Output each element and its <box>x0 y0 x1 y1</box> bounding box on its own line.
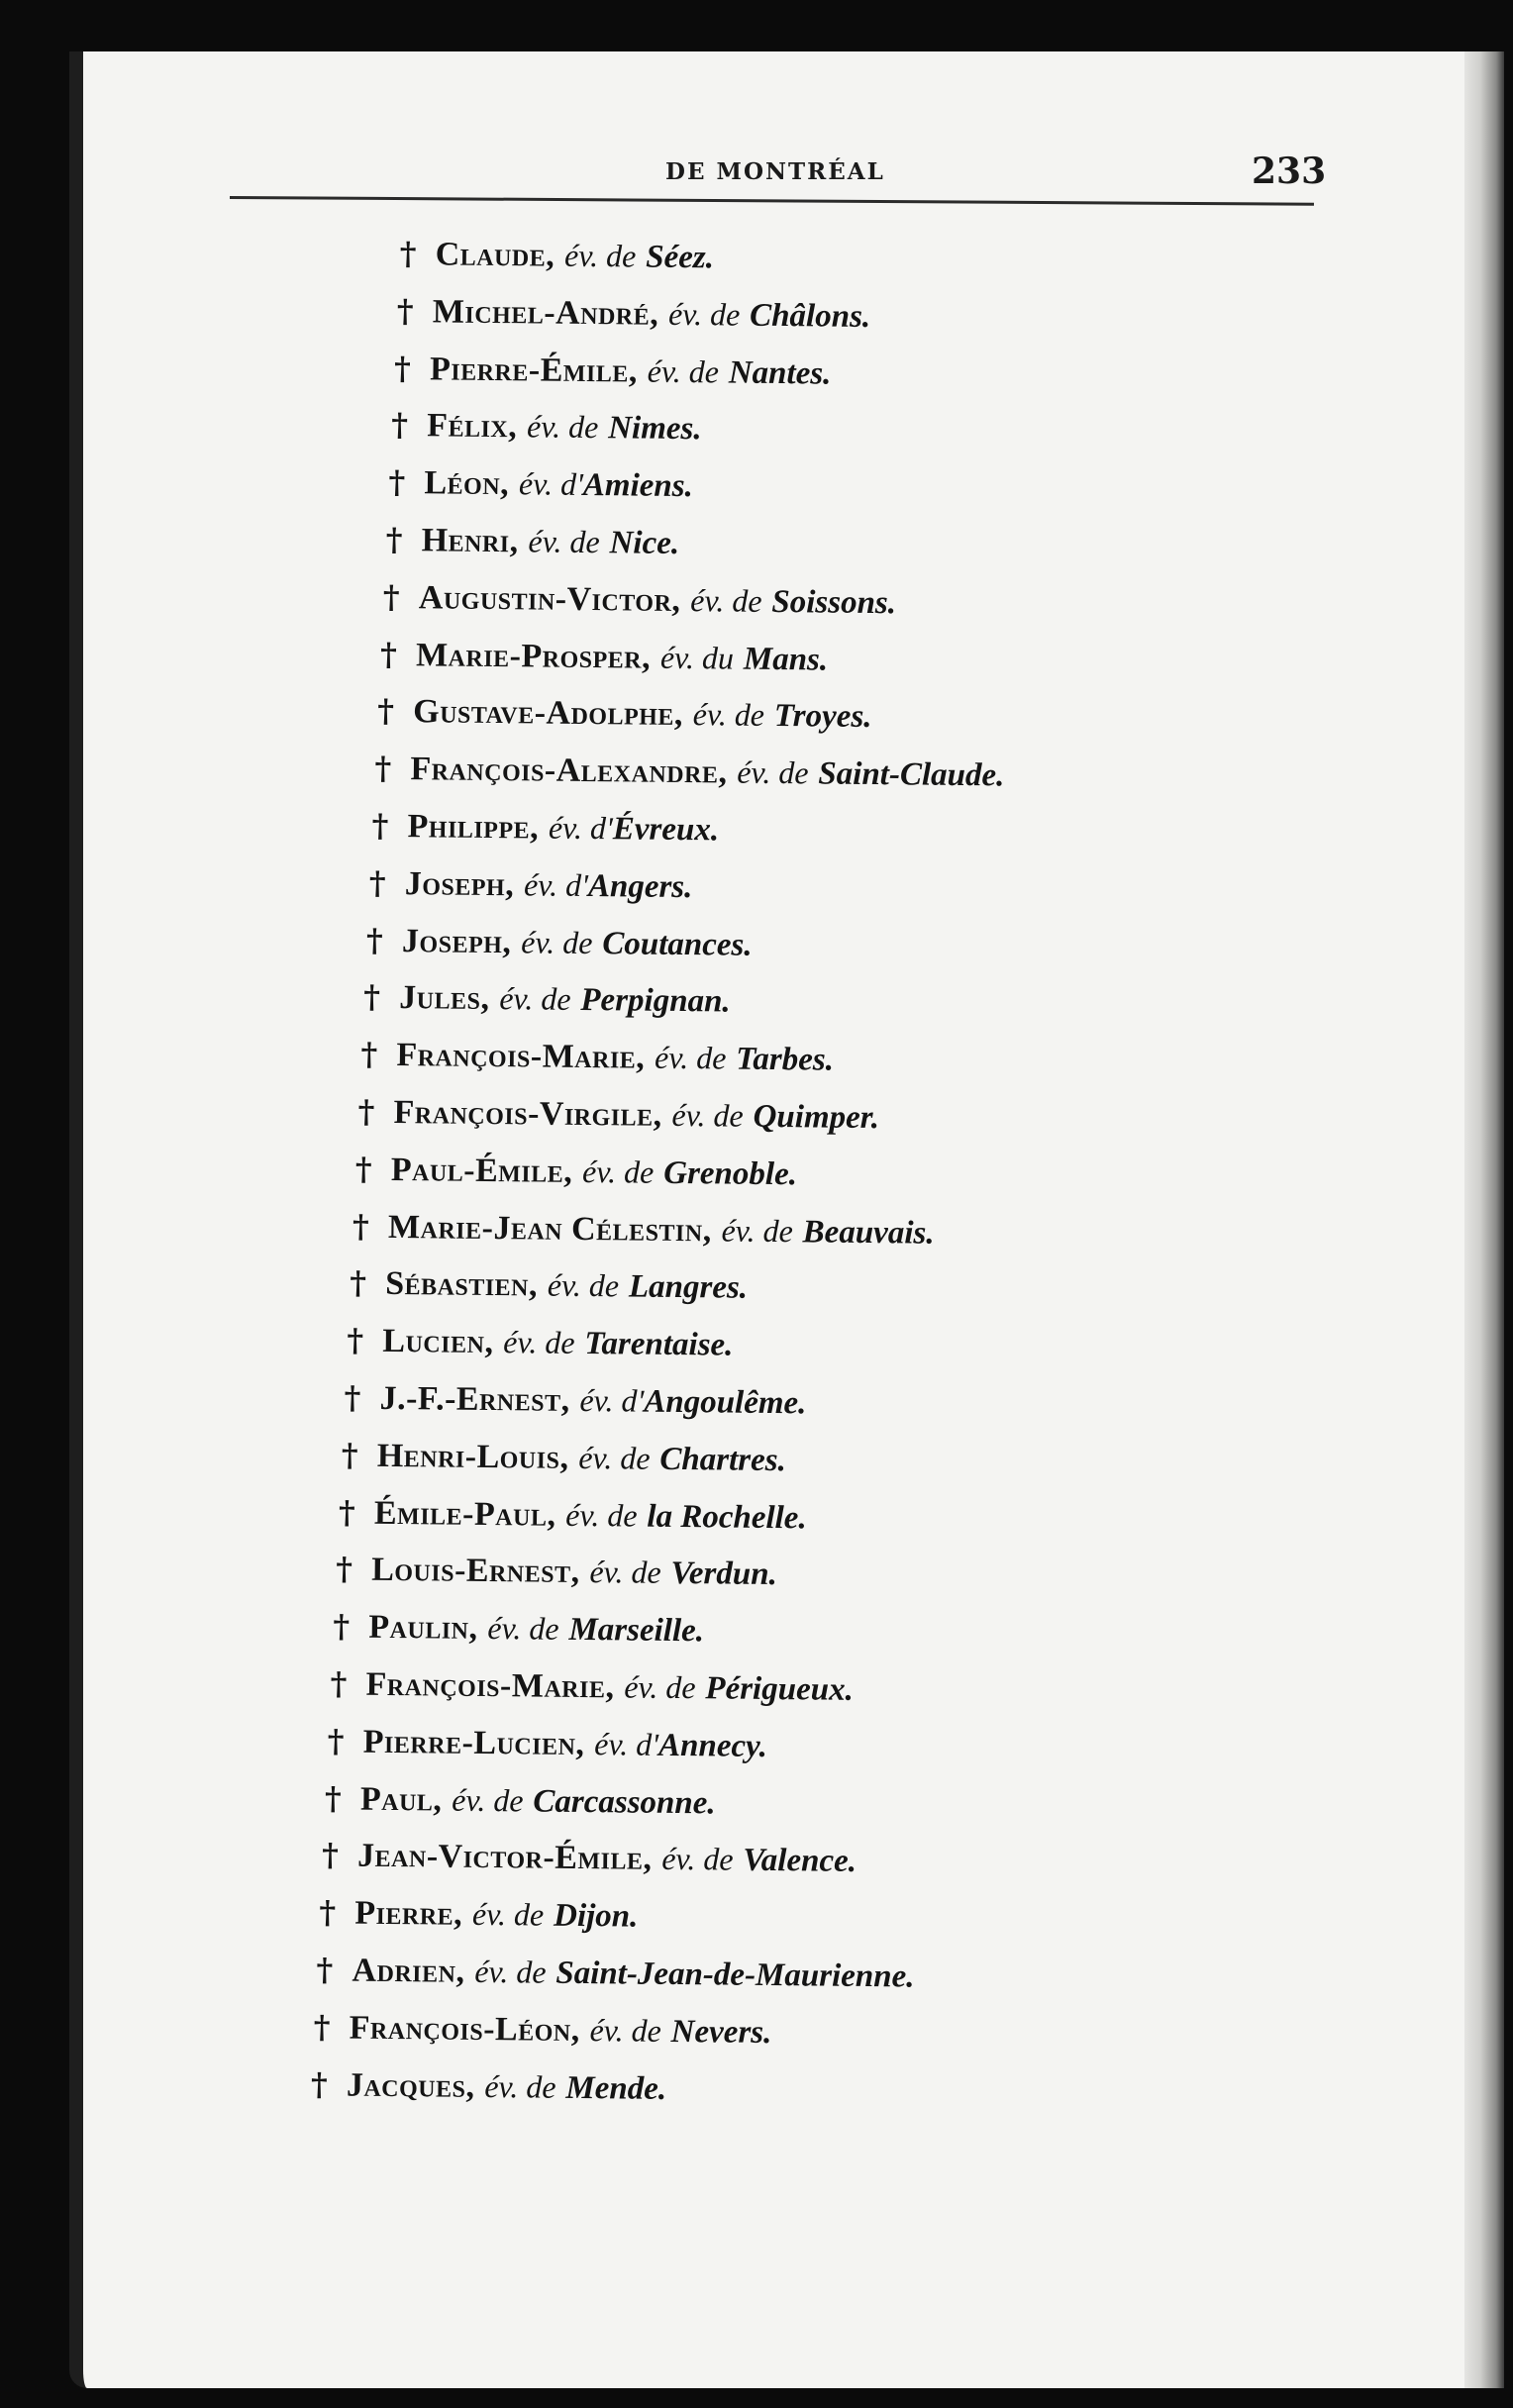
bishop-name: Paul, <box>359 1780 443 1819</box>
dagger-mark: † <box>350 1263 367 1303</box>
diocese-name: Grenoble. <box>663 1154 798 1193</box>
book-page <box>69 51 1504 2388</box>
header-rule <box>230 196 1314 206</box>
list-item <box>374 741 1005 804</box>
bishop-name: Henri, <box>421 522 519 560</box>
bishop-title: év. de <box>526 408 599 446</box>
list-item <box>385 512 1016 575</box>
bishop-title: év. de <box>589 2011 661 2049</box>
list-item <box>355 1141 986 1204</box>
diocese-name: Perpignan. <box>580 982 731 1020</box>
dagger-mark: † <box>393 349 412 387</box>
list-item <box>366 912 997 975</box>
list-item <box>311 2057 942 2120</box>
list-item <box>383 569 1014 633</box>
list-item <box>377 683 1008 747</box>
bishop-name: François-Virgile, <box>393 1093 662 1134</box>
diocese-name: Angers. <box>587 867 693 905</box>
bishop-name: Sébastien, <box>385 1265 539 1304</box>
bishop-title: év. de <box>474 1953 547 1990</box>
list-item <box>336 1542 966 1605</box>
diocese-name: Beauvais. <box>802 1213 935 1252</box>
diocese-name: Nimes. <box>608 410 702 448</box>
dagger-mark: † <box>335 1550 353 1588</box>
bishop-title: év. de <box>578 1439 651 1476</box>
running-head: DE MONTRÉAL <box>665 158 885 185</box>
diocese-name: Nevers. <box>670 2013 772 2051</box>
list-item <box>394 341 1025 404</box>
diocese-name: Tarbes. <box>736 1041 835 1078</box>
bishop-title: év. de <box>528 523 600 560</box>
list-item <box>316 1942 947 2005</box>
list-item <box>344 1369 974 1433</box>
bishop-name: Joseph, <box>401 922 512 960</box>
diocese-name: Valence. <box>743 1843 857 1880</box>
list-item <box>322 1828 953 1891</box>
diocese-name: Annecy. <box>657 1727 768 1764</box>
bishop-title: év. de <box>565 1496 638 1534</box>
dagger-mark: † <box>399 234 417 273</box>
dagger-mark: † <box>338 1492 355 1532</box>
bishop-title: év. de <box>503 1324 575 1361</box>
dagger-mark: † <box>310 2064 328 2103</box>
diocese-name: Amiens. <box>582 467 694 505</box>
bishop-name: Louis-Ernest, <box>370 1552 580 1591</box>
dagger-mark: † <box>316 1951 334 1989</box>
list-item <box>399 226 1030 289</box>
diocese-name: Évreux. <box>612 811 720 849</box>
diocese-name: Saint-Claude. <box>818 755 1005 794</box>
bishop-title: év. de <box>563 237 637 274</box>
list-item <box>371 798 1002 861</box>
diocese-name: Mende. <box>565 2069 667 2107</box>
dagger-mark: † <box>333 1607 351 1646</box>
list-item <box>347 1313 977 1376</box>
dagger-mark: † <box>360 1035 378 1073</box>
dagger-mark: † <box>321 1836 340 1874</box>
bishop-name: Léon, <box>424 464 510 503</box>
list-item <box>353 1198 983 1261</box>
list-item <box>313 1999 944 2062</box>
bishop-title: év. de <box>692 696 765 734</box>
bishop-name: Félix, <box>427 407 518 446</box>
bishop-name: François-Léon, <box>349 2009 580 2049</box>
dagger-mark: † <box>363 978 381 1017</box>
list-item <box>325 1770 956 1834</box>
diocese-name: la Rochelle. <box>647 1498 807 1536</box>
list-item <box>350 1255 980 1319</box>
bishop-name: Augustin-Victor, <box>418 579 681 619</box>
bishop-title: év. d' <box>523 866 589 903</box>
dagger-mark: † <box>357 1092 375 1131</box>
bishop-name: Claude, <box>435 236 555 274</box>
list-item <box>363 969 994 1033</box>
bishop-title: év. de <box>589 1554 661 1591</box>
bishop-name: Michel-André, <box>432 293 659 333</box>
bishop-title: év. de <box>521 923 593 960</box>
dagger-mark: † <box>379 635 398 673</box>
dagger-mark: † <box>344 1378 361 1417</box>
diocese-name: Nice. <box>609 525 680 561</box>
bishop-title: év. de <box>721 1212 793 1249</box>
dagger-mark: † <box>368 863 386 902</box>
diocese-name: Langres. <box>628 1268 749 1307</box>
bishop-title: év. de <box>661 1841 734 1877</box>
diocese-name: Angoulême. <box>644 1383 807 1422</box>
list-item <box>388 454 1019 518</box>
dagger-mark: † <box>371 806 389 845</box>
bishop-name: Henri-Louis, <box>376 1437 569 1476</box>
diocese-name: Quimper. <box>753 1098 880 1137</box>
diocese-name: Troyes. <box>773 698 872 736</box>
dagger-mark: † <box>354 1150 372 1188</box>
bishop-title: év. de <box>452 1781 524 1818</box>
bishop-title: év. de <box>471 1895 545 1933</box>
bishop-name: Émile-Paul, <box>373 1494 556 1534</box>
diocese-name: Chartres. <box>659 1441 787 1478</box>
dagger-mark: † <box>341 1436 358 1474</box>
dagger-mark: † <box>324 1778 342 1817</box>
diocese-name: Verdun. <box>670 1555 778 1593</box>
bishop-title: év. d' <box>548 809 614 847</box>
list-item <box>357 1084 988 1148</box>
diocese-name: Coutances. <box>602 925 753 963</box>
diocese-name: Carcassonne. <box>533 1783 716 1821</box>
diocese-name: Séez. <box>646 239 715 276</box>
dagger-mark: † <box>313 2007 331 2047</box>
bishop-name: Jean-Victor-Émile, <box>356 1837 653 1878</box>
list-item <box>380 626 1011 689</box>
diocese-name: Nantes. <box>728 354 832 392</box>
bishop-title: év. de <box>667 295 741 333</box>
bishop-title: év. de <box>547 1266 620 1304</box>
dagger-mark: † <box>377 692 395 731</box>
bishop-name: Pierre, <box>354 1894 463 1933</box>
bishop-title: év. de <box>671 1096 744 1134</box>
bishop-title: év. de <box>484 2067 556 2105</box>
bishop-title: év. de <box>487 1610 559 1647</box>
bishop-title: év. de <box>654 1039 727 1076</box>
dagger-mark: † <box>327 1722 345 1760</box>
dagger-mark: † <box>385 520 403 559</box>
bishop-name: Joseph, <box>404 864 515 904</box>
bishop-name: Marie-Prosper, <box>415 636 652 676</box>
bishop-title: év. de <box>499 980 571 1018</box>
bishop-name: Jules, <box>399 979 490 1018</box>
page-edge <box>1464 51 1504 2388</box>
bishop-name: Jacques, <box>346 2066 475 2105</box>
dagger-mark: † <box>374 749 392 788</box>
dagger-mark: † <box>347 1321 364 1359</box>
list-item <box>327 1713 958 1776</box>
dagger-mark: † <box>391 406 409 445</box>
bishop-title: év. de <box>624 1668 696 1706</box>
page-number: 233 <box>1252 150 1327 192</box>
diocese-name: Marseille. <box>568 1611 705 1650</box>
list-item <box>339 1484 969 1548</box>
diocese-name: Périgueux. <box>705 1670 854 1708</box>
list-item <box>397 283 1028 347</box>
list-item <box>319 1884 950 1948</box>
bishop-title: év. d' <box>518 465 584 503</box>
bishop-name: Pierre-Émile, <box>429 350 639 390</box>
dagger-mark: † <box>382 577 400 616</box>
bishop-name: Adrien, <box>352 1952 465 1990</box>
bishop-name: Philippe, <box>407 808 540 847</box>
diocese-name: Saint-Jean-de-Maurienne. <box>555 1955 915 1995</box>
list-item <box>341 1427 971 1490</box>
bishop-name: Marie-Jean Célestin, <box>387 1208 712 1249</box>
diocese-name: Soissons. <box>771 583 897 622</box>
diocese-name: Dijon. <box>553 1897 639 1935</box>
bishop-title: év. d' <box>579 1381 645 1419</box>
diocese-name: Mans. <box>743 641 829 678</box>
bishop-name: Paulin, <box>368 1608 478 1648</box>
bishop-name: François-Alexandre, <box>410 751 728 791</box>
bishop-title: év. d' <box>594 1725 659 1762</box>
list-item <box>333 1598 963 1661</box>
list-item <box>330 1656 960 1719</box>
bishop-name: Pierre-Lucien, <box>362 1723 585 1762</box>
dagger-mark: † <box>330 1664 348 1703</box>
list-item <box>369 854 1000 918</box>
bishop-name: François-Marie, <box>365 1665 615 1706</box>
bishop-title: év. du <box>659 639 735 676</box>
bishop-name: Lucien, <box>382 1323 494 1361</box>
bishop-title: év. de <box>690 581 762 619</box>
bishop-title: év. de <box>581 1153 655 1190</box>
bishop-name: Gustave-Adolphe, <box>413 693 684 734</box>
dagger-mark: † <box>365 921 383 959</box>
dagger-mark: † <box>396 291 414 330</box>
bishop-name: J.-F.-Ernest, <box>379 1379 570 1419</box>
bishop-title: év. de <box>737 753 809 791</box>
bishop-title: év. de <box>647 352 720 389</box>
bishop-name: François-Marie, <box>396 1037 646 1076</box>
bishop-name: Paul-Émile, <box>390 1151 573 1190</box>
dagger-mark: † <box>319 1893 337 1932</box>
diocese-name: Tarentaise. <box>584 1326 734 1363</box>
bishop-list <box>310 226 1030 2121</box>
dagger-mark: † <box>352 1207 369 1246</box>
list-item <box>391 397 1022 460</box>
dagger-mark: † <box>388 463 406 502</box>
list-item <box>360 1027 991 1090</box>
diocese-name: Châlons. <box>749 297 871 335</box>
